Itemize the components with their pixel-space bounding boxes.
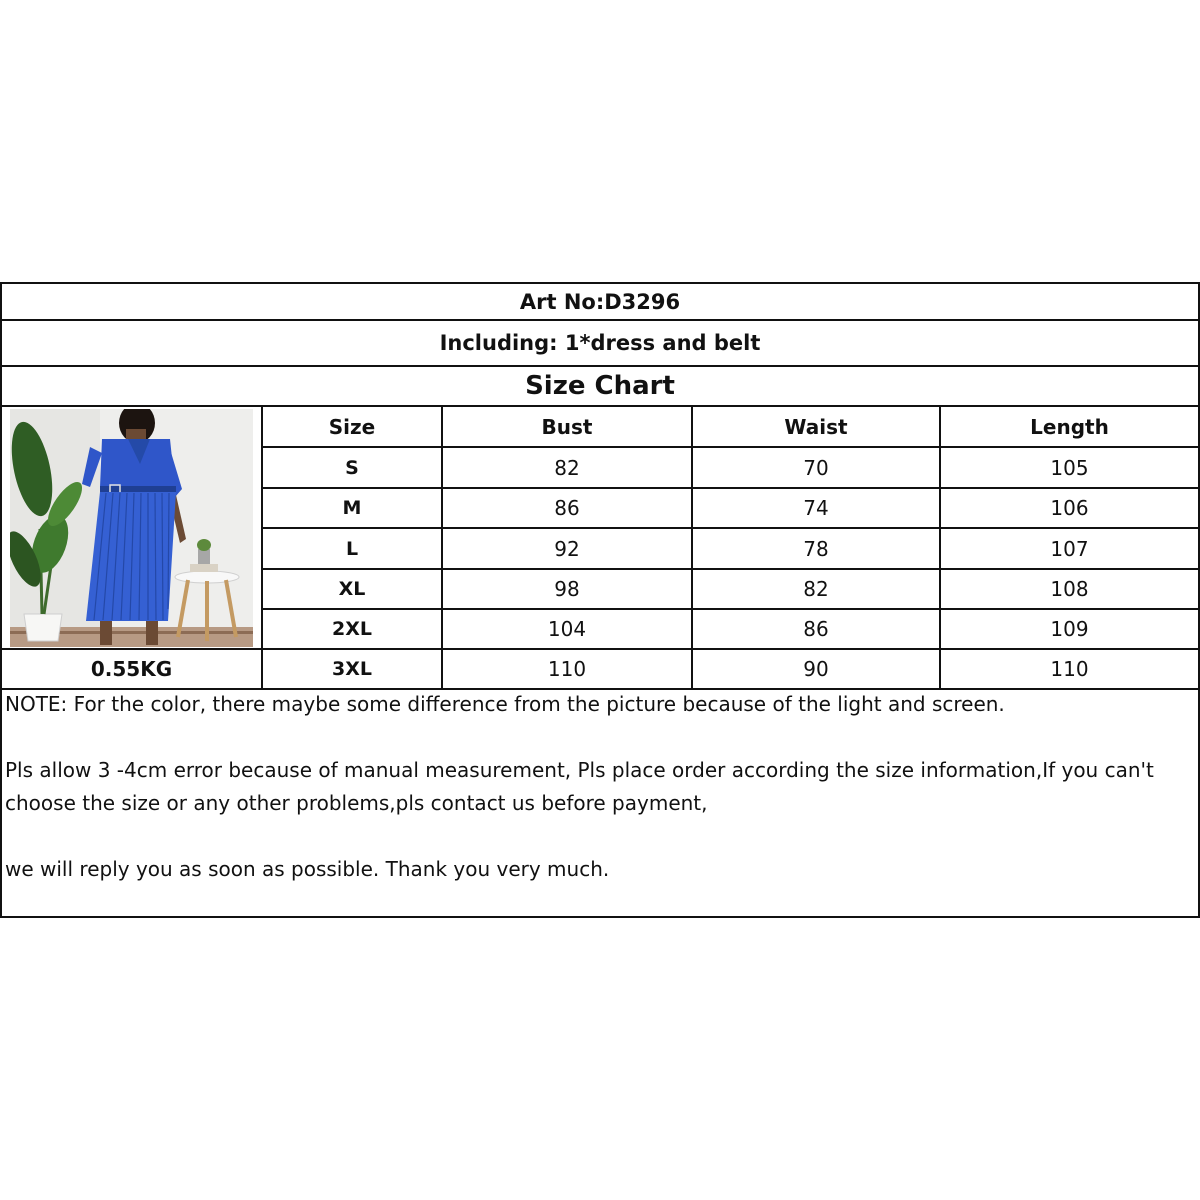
waist-cell: 86 <box>803 617 829 641</box>
column-header-length: Length <box>1030 414 1109 439</box>
dress-photo-image <box>10 409 253 647</box>
note-reply: we will reply you as soon as possible. Thank you very much. <box>5 857 610 881</box>
length-cell: 107 <box>1050 536 1089 561</box>
length-cell: 105 <box>1050 455 1089 480</box>
including-text: Including: 1*dress and belt <box>439 331 761 355</box>
size-cell: 2XL <box>332 618 372 640</box>
length-cell: 108 <box>1050 577 1089 601</box>
waist-cell: 90 <box>803 657 829 681</box>
bust-cell: 92 <box>554 536 580 561</box>
length-cell: 110 <box>1050 657 1089 681</box>
note-measurement-continued: choose the size or any other problems,pls contact us before payment, <box>5 791 708 815</box>
size-cell: 3XL <box>332 658 372 680</box>
size-chart-sheet <box>0 282 1200 918</box>
waist-cell: 82 <box>803 577 829 601</box>
size-cell: S <box>345 456 359 479</box>
size-cell: L <box>345 537 359 560</box>
size-cell: M <box>342 497 362 519</box>
border-bottom <box>0 916 1200 918</box>
bust-cell: 110 <box>547 657 587 681</box>
waist-cell: 78 <box>803 536 829 561</box>
column-header-size: Size <box>328 414 376 439</box>
notes-block <box>5 688 1195 886</box>
bust-cell: 86 <box>554 496 580 520</box>
note-measurement: Pls allow 3 -4cm error because of manual measurement, Pls place order according the size information,If you can't <box>5 758 1154 782</box>
bust-cell: 98 <box>554 577 580 601</box>
art-number: Art No:D3296 <box>519 289 681 314</box>
column-header-bust: Bust <box>541 414 593 439</box>
size-cell: XL <box>338 578 366 600</box>
waist-cell: 74 <box>803 496 829 520</box>
column-header-waist: Waist <box>784 414 848 439</box>
bust-cell: 104 <box>547 617 587 641</box>
length-cell: 106 <box>1050 496 1089 520</box>
waist-cell: 70 <box>803 455 829 480</box>
length-cell: 109 <box>1050 617 1089 641</box>
dress-photo <box>10 409 253 647</box>
bust-cell: 82 <box>554 455 580 480</box>
size-chart-title: Size Chart <box>525 371 675 401</box>
package-weight: 0.55KG <box>90 657 173 681</box>
note-color: NOTE: For the color, there maybe some difference from the picture because of the light and screen. <box>5 692 1005 716</box>
